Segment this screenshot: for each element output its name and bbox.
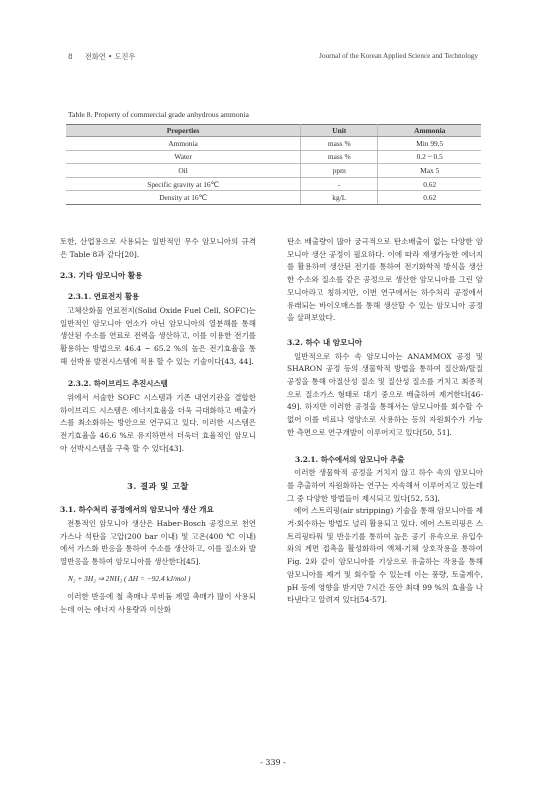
running-header [68,52,478,66]
table-row [66,191,481,205]
table-caption: Table 8. Property of commercial grade anhydrous ammonia [68,110,249,119]
table-row [66,164,481,178]
section-heading-2-3: 2.3. 기타 암모니아 활용 [60,271,143,281]
column-header: Properties [66,125,301,137]
paragraph-air-stripping: 에어 스트리핑(air stripping) 기술을 통해 암모니아를 제거·회수하는 방법도 널리 활용되고 있다. 에어 스트리핑은 스트리핑타워 및 반응기를 통하여 높은 공기 유속으로 유입수와의 계면 접촉을 활성화하여 액체-기체 상호작용을 통하여 Fig. 2와 같이 암모니아를 기상으로 유출하는 작용을 통해 암모니아를 제거 및 회수할 수 있는데 이는 풍량, 토출계수, pH 등에 영향을 받지만 7시간 동안 최대 99 %의 효율을 나타낸다고 알려져 있다[54-57]. [287,506,483,605]
property-table [66,124,481,205]
equation-haber-bosch: N₂ + 3H₂ ⇒ 2NH₃ ( ΔH = −92.4 kJ/mol ) [68,573,191,583]
section-heading-3-1: 3.1. 하수처리 공정에서의 암모니아 생산 개요 [60,505,214,515]
table-cell: Ammonia [66,137,301,151]
paragraph-sewage-ammonia: 일반적으로 하수 속 암모니아는 ANAMMOX 공정 및 SHARON 공정 등의 생물학적 방법을 통하여 질산화/탈질공정을 통해 아질산성 질소 및 질산성 질소를 거치고 최종적으로 질소가스 형태로 대기 중으로 배출하여 제거한다[46-49]. 하지만 이러한 공정을 통해서는 암모니아를 회수할 수 없어 이를 비료나 영양소로 사용하는 등의 자원회수가 가능한 측면으로 연구개발이 이루어지고 있다[50, 51]. [287,351,483,437]
page-number: 8 [68,52,73,61]
paragraph-fuel-cell: 고체산화물 연료전지(Solid Oxide Fuel Cell, SOFC)는 일반적인 암모니아 연소가 아닌 암모니아의 열분해를 통해 생산된 수소를 연료로 전력을 생산하고, 이를 이용한 전기를 활용하는 방법으로 46.4 ~ 65.2 %의 높은 전기효율을 통해 선박용 발전시스템에 적용 할 수 있는 기술이다[43, 44]. [60,305,256,366]
table-cell: ppm [301,164,378,178]
paragraph-green-ammonia: 탄소 배출량이 많아 궁극적으로 탄소배출이 없는 다양한 암모니아 생산 공정이 필요하다. 이에 따라 재생가능한 에너지를 활용하여 생산된 전기를 통하여 전기화학적 방식을 생산한 수소와 질소를 같은 공정으로 생산한 암모니아를 그린 암모니아라고 칭하지만, 이번 연구에서는 하수처리 공정에서 유래되는 바이오매스를 통해 생산할 수 있는 암모니아 공정을 살펴보았다. [287,237,483,323]
intro-paragraph: 토한, 산업용으로 사용되는 일반적인 무수 암모니아의 규격은 Table 8과 같다[20]. [60,237,256,259]
table-row [66,150,481,164]
table-cell: Density at 16℃ [66,191,301,205]
table-row [66,137,481,151]
table-cell: 0.2 ~ 0.5 [378,150,481,164]
table-cell: mass % [301,150,378,164]
table-cell: Water [66,150,301,164]
table-cell: 0.62 [378,177,481,191]
section-heading-3-2: 3.2. 하수 내 암모니아 [287,337,363,347]
column-header: Ammonia [378,125,481,137]
table-cell: Oil [66,164,301,178]
paragraph-hybrid: 위에서 서술한 SOFC 시스템과 기존 내연기관을 결합한 하이브리드 시스템은 에너지효율을 더욱 극대화하고 배출가스를 최소화하는 방안으로 연구되고 있다. 이러한 시스템은 전기효율을 46.6 %로 유지하면서 더욱더 효율적인 암모니아 선박시스템을 구축 할 수 있다[43]. [60,393,256,453]
table-cell: - [301,177,378,191]
table-cell: mass % [301,137,378,151]
subsection-heading-3-2-1: 3.2.1. 하수에서의 암모니아 추출 [295,454,405,464]
left-column [60,236,256,617]
table-header-row [66,125,481,137]
table-cell: Specific gravity at 16℃ [66,177,301,191]
page-footer-number: - 339 - [260,758,286,767]
table-row [66,177,481,191]
table-cell: kg/L [301,191,378,205]
table-cell: 0.62 [378,191,481,205]
table-cell: Max 5 [378,164,481,178]
subsection-heading-2-3-1: 2.3.1. 연료전지 활용 [68,292,140,302]
table-cell: Min 99.5 [378,137,481,151]
paragraph-extraction: 이러한 생물학적 공정을 거치지 않고 하수 속의 암모니아를 추출하여 자원화하는 연구는 지속해서 이루어지고 있는데 그 중 다양한 방법들이 제시되고 있다[52, 53]. [287,468,483,503]
journal-name: Journal of the Korean Applied Science and Technology [319,52,478,60]
section-heading-3: 3. 결과 및 고찰 [127,480,189,491]
paragraph-production: 전통적인 암모니아 생산은 Haber-Bosch 공정으로 천연가스나 석탄을 고압(200 bar 이내) 및 고온(400 ℃ 이내)에서 가스화 반응을 통하여 수소를 생산하고, 이를 질소와 발열반응을 통하여 암모니아를 생산한다[45]. [60,518,256,567]
column-header: Unit [301,125,378,137]
subsection-heading-2-3-2: 2.3.2. 하이브리드 추진시스템 [68,379,168,389]
right-column [287,236,483,607]
paragraph-catalyst: 이러한 반응에 철 촉매나 루비듐 계열 촉매가 많이 사용되는데 이는 에너지 사용량과 이산화 [60,592,256,615]
author-names: 전화연 • 도진우 [84,52,136,61]
